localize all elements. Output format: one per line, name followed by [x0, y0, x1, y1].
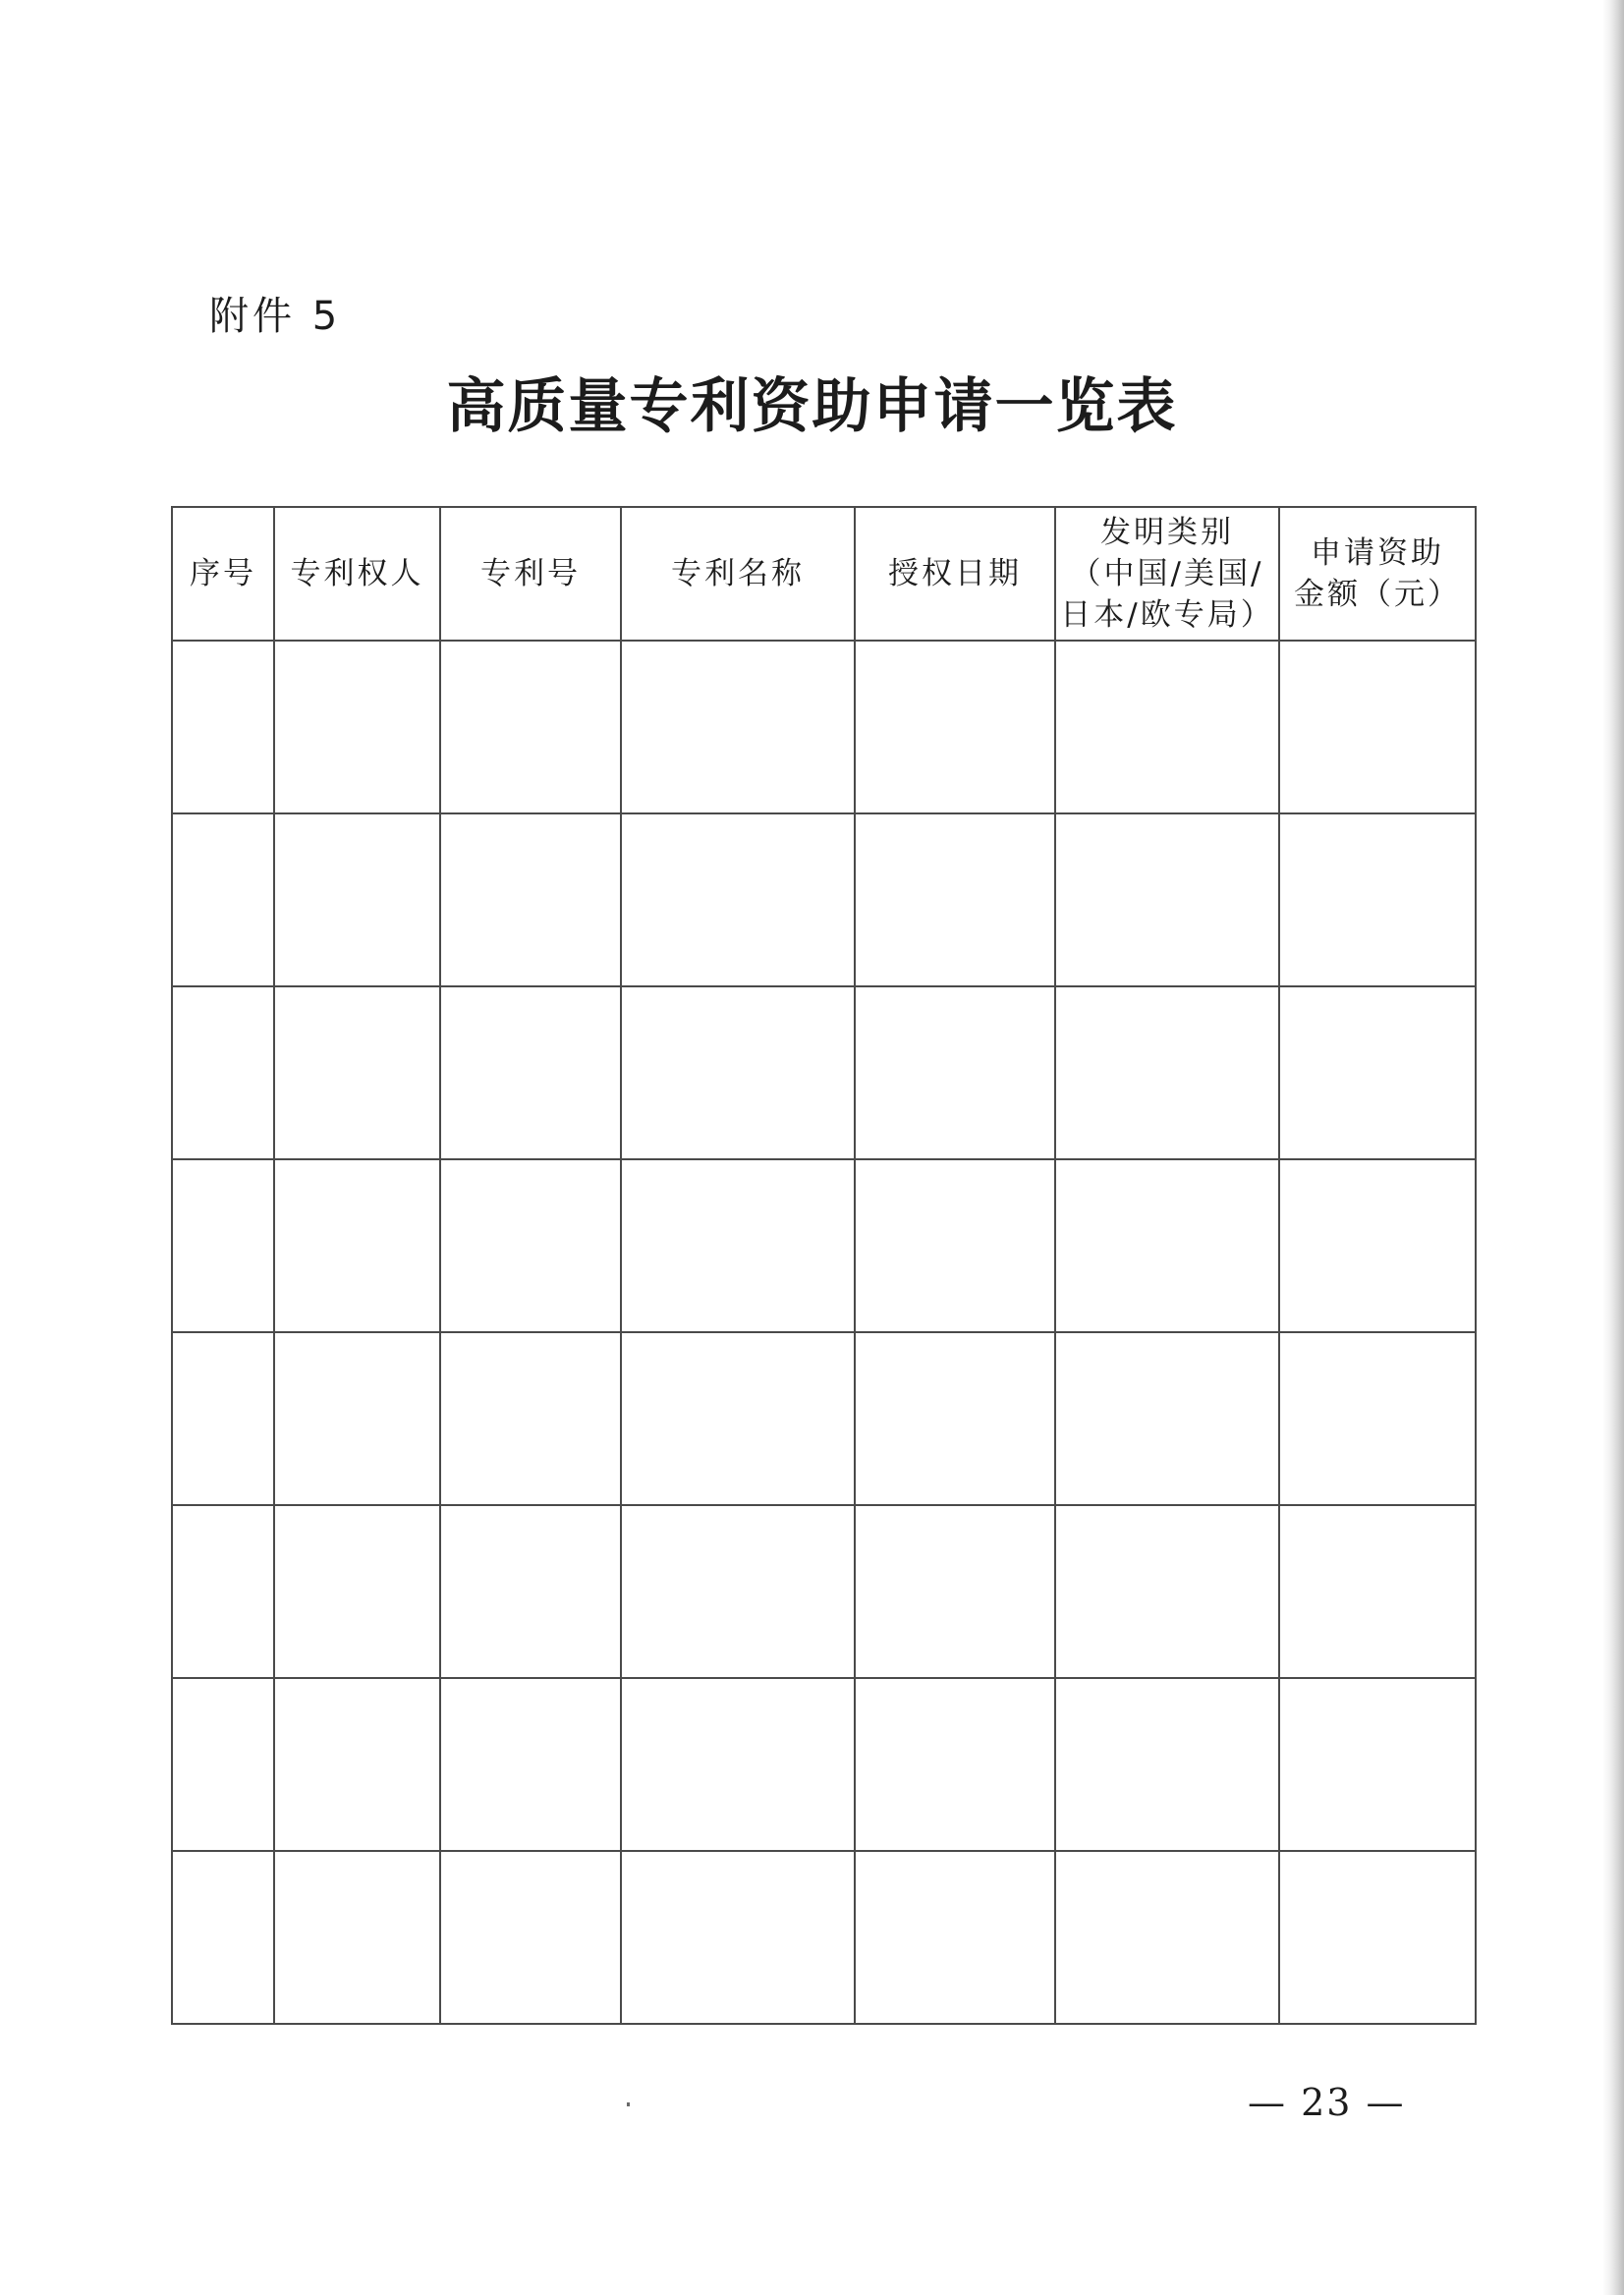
table-cell	[1055, 1332, 1279, 1505]
table-cell	[440, 1332, 621, 1505]
table-cell	[440, 813, 621, 986]
column-header-line: 专利权人	[290, 556, 424, 591]
table-cell	[1279, 986, 1476, 1159]
table-row	[172, 1505, 1476, 1678]
table-cell	[172, 1678, 274, 1851]
table-cell	[1279, 1678, 1476, 1851]
column-header-line: 序号	[190, 556, 256, 591]
table-cell	[1055, 1505, 1279, 1678]
table-cell	[855, 1332, 1055, 1505]
table-row	[172, 813, 1476, 986]
table-cell	[172, 1159, 274, 1332]
column-header-line: 专利名称	[671, 556, 805, 591]
table-cell	[855, 1851, 1055, 2024]
table-cell	[621, 1159, 855, 1332]
table-cell	[1279, 813, 1476, 986]
column-header-line: 金额（元）	[1294, 577, 1461, 612]
table-row	[172, 986, 1476, 1159]
table-cell	[1055, 813, 1279, 986]
column-header-line: 申请资助	[1311, 535, 1444, 571]
column-header	[172, 507, 274, 641]
column-header	[440, 507, 621, 641]
table-cell	[621, 813, 855, 986]
table-cell	[440, 1505, 621, 1678]
table-cell	[855, 1505, 1055, 1678]
table-cell	[274, 1851, 440, 2024]
table-cell	[1055, 1159, 1279, 1332]
application-table-container	[171, 506, 1475, 2025]
table-cell	[172, 986, 274, 1159]
table-cell	[172, 813, 274, 986]
table-cell	[1279, 1332, 1476, 1505]
table-cell	[1055, 1678, 1279, 1851]
column-header-line: （中国/美国/	[1070, 556, 1264, 591]
table-cell	[621, 1505, 855, 1678]
table-cell	[621, 1851, 855, 2024]
table-cell	[274, 986, 440, 1159]
table-row	[172, 1678, 1476, 1851]
table-cell	[274, 1332, 440, 1505]
page-number: — 23 —	[1248, 2081, 1406, 2124]
table-cell	[1055, 641, 1279, 813]
table-cell	[1279, 1851, 1476, 2024]
column-header	[1055, 507, 1279, 641]
table-cell	[855, 641, 1055, 813]
column-header-line: 发明类别	[1100, 515, 1234, 550]
table-header-row	[172, 507, 1476, 641]
table-cell	[440, 641, 621, 813]
table-cell	[1055, 1851, 1279, 2024]
column-header-line: 日本/欧专局）	[1060, 597, 1274, 633]
table-cell	[440, 986, 621, 1159]
table-cell	[172, 1332, 274, 1505]
table-cell	[440, 1678, 621, 1851]
table-cell	[274, 1678, 440, 1851]
table-row	[172, 1159, 1476, 1332]
table-cell	[274, 641, 440, 813]
table-cell	[621, 1332, 855, 1505]
table-cell	[274, 1505, 440, 1678]
table-cell	[1279, 1505, 1476, 1678]
column-header	[855, 507, 1055, 641]
column-header	[274, 507, 440, 641]
table-cell	[274, 813, 440, 986]
table-body	[172, 641, 1476, 2024]
table-row	[172, 1851, 1476, 2024]
table-cell	[440, 1851, 621, 2024]
application-table	[171, 506, 1477, 2025]
table-cell	[621, 986, 855, 1159]
table-row	[172, 1332, 1476, 1505]
document-title: 高质量专利资助申请一览表	[446, 372, 1178, 441]
table-cell	[1055, 986, 1279, 1159]
table-cell	[172, 641, 274, 813]
table-cell	[855, 1159, 1055, 1332]
attachment-label: 附件 5	[209, 294, 342, 339]
column-header-line: 授权日期	[888, 556, 1022, 591]
table-cell	[274, 1159, 440, 1332]
scan-edge	[1602, 0, 1624, 2295]
table-cell	[440, 1159, 621, 1332]
column-header	[621, 507, 855, 641]
table-cell	[855, 986, 1055, 1159]
table-row	[172, 641, 1476, 813]
scan-mark	[627, 2102, 630, 2106]
table-cell	[855, 1678, 1055, 1851]
column-header	[1279, 507, 1476, 641]
table-cell	[172, 1851, 274, 2024]
column-header-line: 专利号	[480, 556, 581, 591]
table-cell	[621, 641, 855, 813]
table-cell	[1279, 641, 1476, 813]
table-cell	[1279, 1159, 1476, 1332]
table-cell	[621, 1678, 855, 1851]
table-cell	[855, 813, 1055, 986]
table-cell	[172, 1505, 274, 1678]
